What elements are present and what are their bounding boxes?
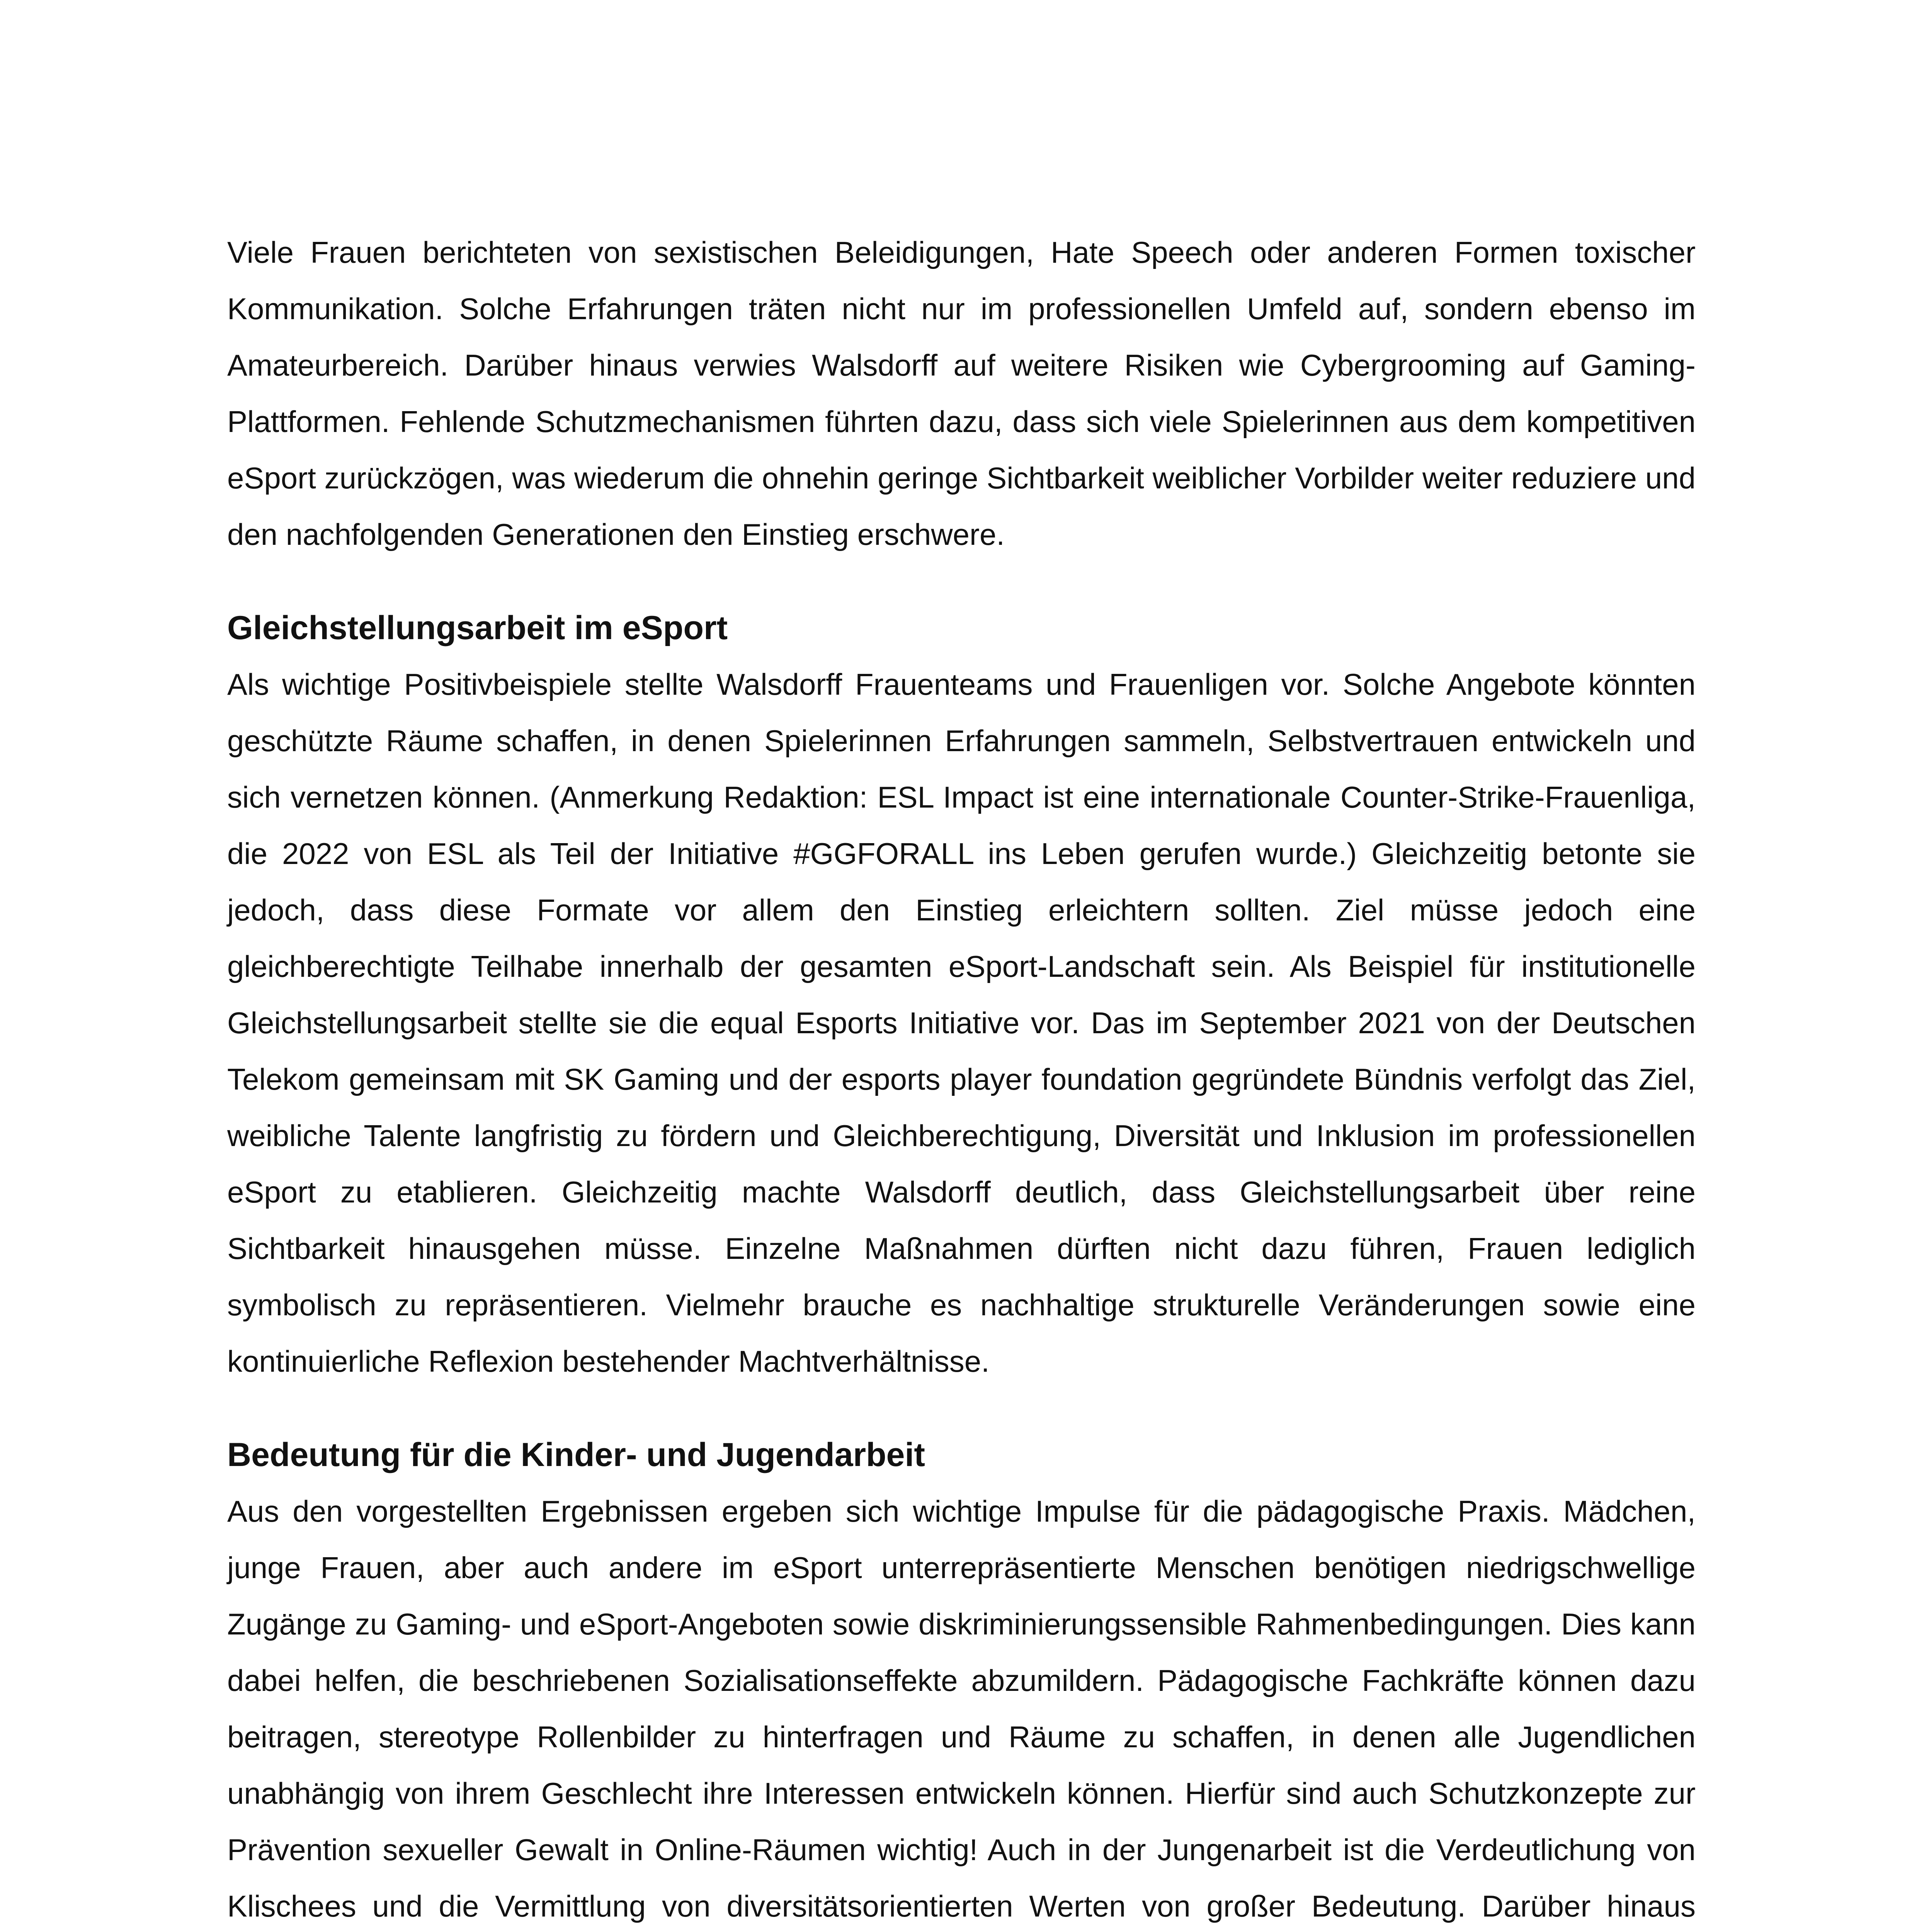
paragraph-gleichstellungsarbeit: Als wichtige Positivbeispiele stellte Walsdorff Frauenteams und Frauenligen vor. Solche Angebote könnten geschützte Räume schaffen, in denen Spielerinnen Erfahrungen sammeln, Selbstvertrauen entwickeln und sich vernetzen können. (Anmerkung Redaktion: ESL Impact ist eine internationale Counter-Strike-Frauenliga, die 2022 von ESL als Teil der Initiative #GGFORALL ins Leben gerufen wurde.) Gleichzeitig betonte sie jedoch, dass diese Formate vor allem den Einstieg erleichtern sollten. Ziel müsse jedoch eine gleichberechtigte Teilhabe innerhalb der gesamten eSport-Landschaft sein. Als Beispiel für institutionelle Gleichstellungsarbeit stellte sie die equal Esports Initiative vor. Das im September 2021 von der Deutschen Telekom gemeinsam mit SK Gaming und der esports player foundation gegründete Bündnis verfolgt das Ziel, weibliche Talente langfristig zu fördern und Gleichberechtigung, Diversität und Inklusion im professionellen eSport zu etablieren. Gleichzeitig machte Walsdorff deutlich, dass Gleichstellungsarbeit über reine Sichtbarkeit hinausgehen müsse. Einzelne Maßnahmen dürften nicht dazu führen, Frauen lediglich symbolisch zu repräsentieren. Vielmehr brauche es nachhaltige strukturelle Veränderungen sowie eine kontinuierliche Reflexion bestehender Machtverhältnisse. (227, 667, 1696, 1378)
paragraph-intro: Viele Frauen berichteten von sexistischen Beleidigungen, Hate Speech oder anderen Formen toxischer Kommunikation. Solche Erfahrungen träten nicht nur im professionellen Umfeld auf, sondern ebenso im Amateurbereich. Darüber hinaus verwies Walsdorff auf weitere Risiken wie Cybergrooming auf Gaming-Plattformen. Fehlende Schutzmechanismen führten dazu, dass sich viele Spielerinnen aus dem kompetitiven eSport zurückzögen, was wiederum die ohnehin geringe Sichtbarkeit weiblicher Vorbilder weiter reduziere und den nachfolgenden Generationen den Einstieg erschwere. (227, 235, 1696, 551)
paragraph-jugendarbeit: Aus den vorgestellten Ergebnissen ergeben sich wichtige Impulse für die pädagogische Praxis. Mädchen, junge Frauen, aber auch andere im eSport unterrepräsentierte Menschen benötigen niedrigschwellige Zugänge zu Gaming- und eSport-Angeboten sowie diskriminierungssensible Rahmenbedingungen. Dies kann dabei helfen, die beschriebenen Sozialisationseffekte abzumildern. Pädagogische Fachkräfte können dazu beitragen, stereotype Rollenbilder zu hinterfragen und Räume zu schaffen, in denen alle Jugendlichen unabhängig von ihrem Geschlecht ihre Interessen entwickeln können. Hierfür sind auch Schutzkonzepte zur Prävention sexueller Gewalt in Online-Räumen wichtig! Auch in der Jungenarbeit ist die Verdeutlichung von Klischees und die Vermittlung von diversitätsorientierten Werten von großer Bedeutung. Darüber hinaus (227, 1494, 1696, 1923)
section-heading-jugendarbeit: Bedeutung für die Kinder- und Jugendarbeit (227, 1436, 925, 1473)
section-heading-gleichstellungsarbeit: Gleichstellungsarbeit im eSport (227, 609, 728, 646)
document-body (227, 224, 1696, 1932)
